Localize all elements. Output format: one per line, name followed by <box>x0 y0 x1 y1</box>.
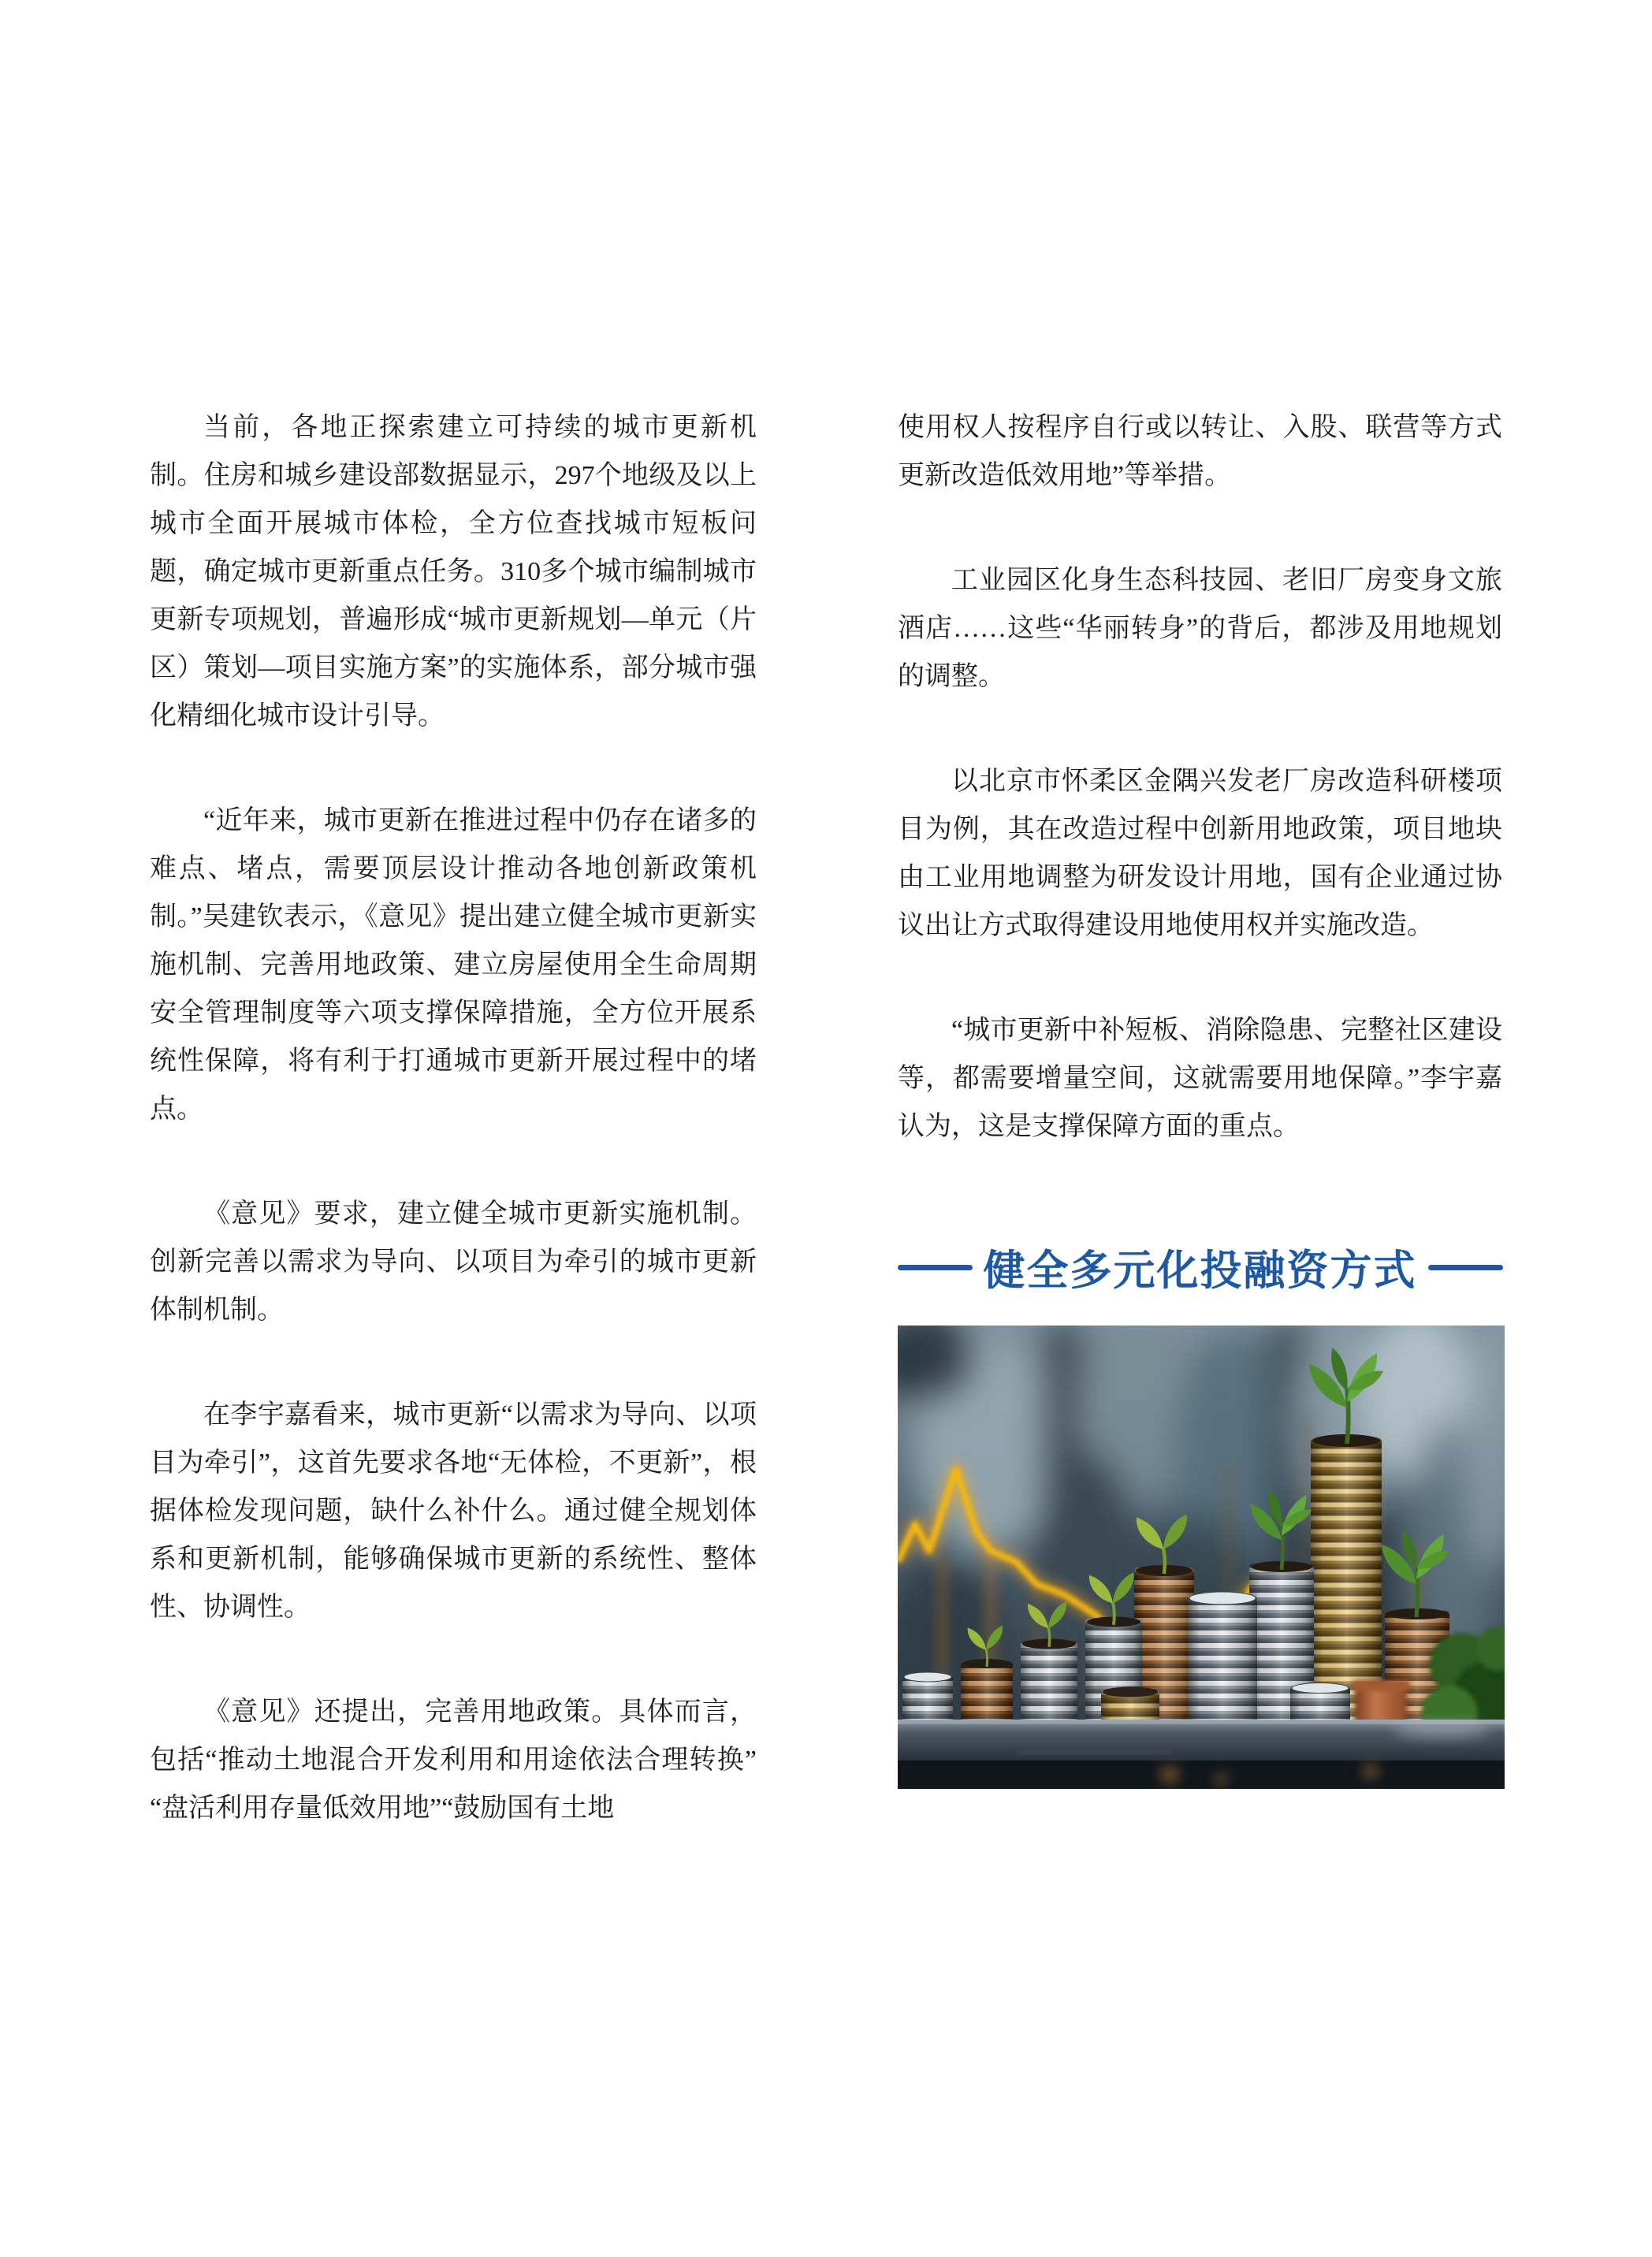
left-paragraph-4: 在李宇嘉看来，城市更新“以需求为导向、以项目为牵引”，这首先要求各地“无体检，不更新”，根据体检发现问题，缺什么补什么。通过健全规划体系和更新机制，能够确保城市更新的系统性、整体性、协调性。 <box>150 1400 757 1622</box>
right-paragraph-4: “城市更新中补短板、消除隐患、完整社区建设等，都需要增量空间，这就需要用地保障。”李宇嘉认为，这是支撑保障方面的重点。 <box>898 1016 1502 1141</box>
right-paragraph-1: 使用权人按程序自行或以转让、入股、联营等方式更新改造低效用地”等举措。 <box>898 413 1502 490</box>
finance-growth-illustration <box>898 1326 1505 1789</box>
heading-rule-right <box>1428 1265 1503 1270</box>
left-column <box>150 403 757 1889</box>
section-heading <box>898 1236 1502 1299</box>
left-paragraph-3: 《意见》要求，建立健全城市更新实施机制。创新完善以需求为导向、以项目为牵引的城市更新体制机制。 <box>150 1199 757 1325</box>
left-paragraph-2: “近年来，城市更新在推进过程中仍存在诸多的难点、堵点，需要顶层设计推动各地创新政策机制。”吴建钦表示，《意见》提出建立健全城市更新实施机制、完善用地政策、建立房屋使用全生命周期安全管理制度等六项支撑保障措施，全方位开展系统性保障，将有利于打通城市更新开展过程中的堵点。 <box>150 806 757 1124</box>
tablet-base <box>898 1720 1505 1789</box>
left-paragraph-5: 《意见》还提出，完善用地政策。具体而言，包括“推动土地混合开发利用和用途依法合理转换”“盘活利用存量低效用地”“鼓励国有土地 <box>150 1697 757 1823</box>
heading-rule-left <box>898 1265 973 1270</box>
left-paragraph-1: 当前，各地正探索建立可持续的城市更新机制。住房和城乡建设部数据显示，297个地级及以上城市全面开展城市体检，全方位查找城市短板问题，确定城市更新重点任务。310多个城市编制城市更新专项规划，普遍形成“城市更新规划—单元（片区）策划—项目实施方案”的实施体系，部分城市强化精细化城市设计引导。 <box>150 413 757 731</box>
right-paragraph-2: 工业园区化身生态科技园、老旧厂房变身文旅酒店……这些“华丽转身”的背后，都涉及用地规划的调整。 <box>898 566 1502 691</box>
right-paragraph-3: 以北京市怀柔区金隅兴发老厂房改造科研楼项目为例，其在改造过程中创新用地政策，项目地块由工业用地调整为研发设计用地，国有企业通过协议出让方式取得建设用地使用权并实施改造。 <box>898 767 1502 940</box>
section-heading-text: 健全多元化投融资方式 <box>983 1247 1417 1294</box>
right-column <box>898 403 1502 1207</box>
article-photo <box>898 1326 1505 1789</box>
